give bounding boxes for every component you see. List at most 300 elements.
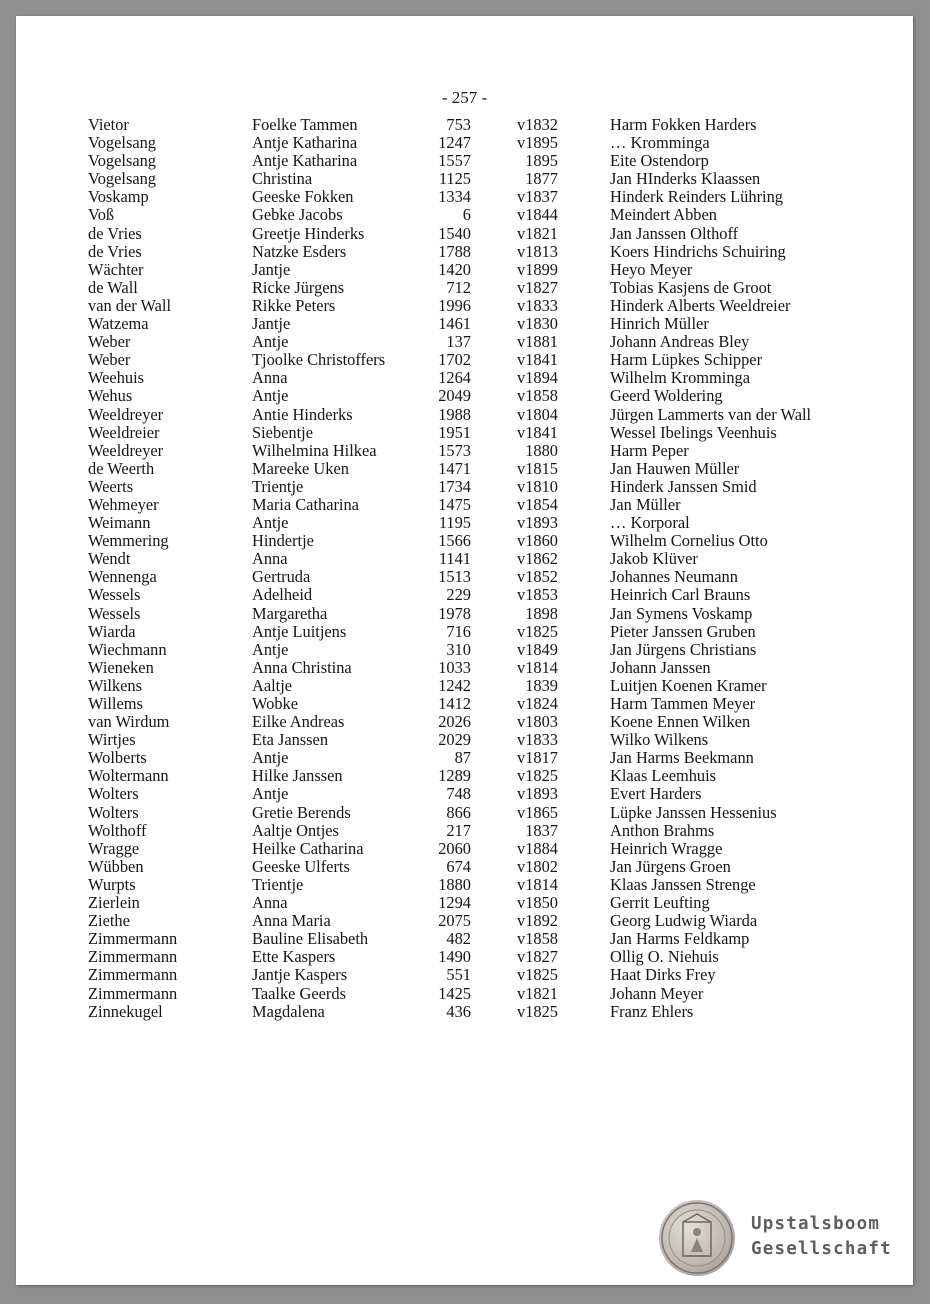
- given-name-cell: Jantje: [252, 314, 291, 334]
- given-name-cell: Wilhelmina Hilkea: [252, 440, 377, 460]
- table-row: [16, 315, 913, 333]
- record-number-cell: 1033: [438, 657, 471, 677]
- given-name-cell: Anna: [252, 368, 288, 388]
- surname-cell: Wübben: [88, 856, 144, 876]
- surname-cell: Weimann: [88, 513, 151, 533]
- year-cell: v1824: [517, 694, 558, 713]
- spouse-cell: Anthon Brahms: [610, 820, 715, 840]
- surname-cell: Zimmermann: [88, 983, 178, 1003]
- surname-cell: Weeldreier: [88, 422, 160, 442]
- table-row: [16, 188, 913, 206]
- record-number-cell: 1996: [438, 295, 471, 315]
- surname-cell: Ziethe: [88, 911, 130, 931]
- spouse-cell: Koene Ennen Wilken: [610, 712, 751, 732]
- year-cell: v1860: [517, 531, 558, 551]
- year-cell: v1854: [517, 494, 558, 514]
- year-cell: v1821: [517, 983, 558, 1003]
- year-cell: v1858: [517, 386, 558, 406]
- record-number-cell: 87: [454, 748, 471, 768]
- surname-cell: Weeldreyer: [88, 404, 164, 424]
- spouse-cell: Wilko Wilkens: [610, 730, 709, 750]
- year-cell: v1899: [517, 259, 558, 279]
- given-name-cell: Margaretha: [252, 603, 328, 623]
- year-cell: v1852: [517, 567, 558, 587]
- spouse-cell: Hinderk Janssen Smid: [610, 476, 757, 496]
- surname-cell: Wessels: [88, 585, 141, 605]
- given-name-cell: Antje Katharina: [252, 133, 358, 153]
- year-cell: v1850: [517, 893, 558, 913]
- year-cell: v1814: [517, 657, 558, 677]
- surname-cell: Wiechmann: [88, 639, 167, 659]
- spouse-cell: Lüpke Janssen Hessenius: [610, 802, 777, 822]
- spouse-cell: Jan Harms Beekmann: [610, 748, 754, 768]
- table-row: [16, 876, 913, 894]
- spouse-cell: Harm Lüpkes Schipper: [610, 350, 763, 370]
- surname-cell: Weehuis: [88, 368, 145, 388]
- given-name-cell: Adelheid: [252, 585, 313, 605]
- given-name-cell: Natzke Esders: [252, 241, 347, 261]
- given-name-cell: Mareeke Uken: [252, 458, 349, 478]
- year-cell: v1853: [517, 585, 558, 605]
- spouse-cell: Klaas Janssen Strenge: [610, 874, 756, 894]
- spouse-cell: Johannes Neumann: [610, 567, 738, 587]
- record-number-cell: 1951: [438, 422, 471, 442]
- year-cell: v1814: [517, 874, 558, 894]
- year-cell: v1825: [517, 1001, 558, 1021]
- table-row: [16, 243, 913, 261]
- table-row: [16, 966, 913, 984]
- table-row: [16, 623, 913, 641]
- spouse-cell: … Kromminga: [610, 133, 710, 153]
- surname-cell: Weber: [88, 332, 131, 352]
- record-number-cell: 1513: [438, 567, 471, 587]
- given-name-cell: Aaltje Ontjes: [252, 820, 339, 840]
- table-row: [16, 695, 913, 713]
- record-number-cell: 1425: [438, 983, 471, 1003]
- year-cell: v1802: [517, 856, 558, 876]
- spouse-cell: Jan Müller: [610, 494, 681, 514]
- record-number-cell: 1195: [438, 513, 471, 533]
- surname-cell: Voskamp: [88, 187, 149, 207]
- surname-cell: Weeldreyer: [88, 440, 164, 460]
- record-number-cell: 1475: [438, 494, 471, 514]
- surname-cell: de Wall: [88, 277, 138, 297]
- year-cell: 1898: [525, 603, 558, 623]
- spouse-cell: Koers Hindrichs Schuiring: [610, 241, 786, 261]
- table-row: [16, 369, 913, 387]
- record-number-cell: 2075: [438, 911, 471, 931]
- record-number-cell: 1988: [438, 404, 471, 424]
- surname-cell: Weber: [88, 350, 131, 370]
- table-row: [16, 912, 913, 930]
- record-number-cell: 436: [446, 1001, 471, 1021]
- spouse-cell: Jan HInderks Klaassen: [610, 169, 761, 189]
- surname-cell: Watzema: [88, 314, 149, 334]
- surname-cell: Wragge: [88, 838, 140, 858]
- spouse-cell: … Korporal: [610, 513, 690, 533]
- surname-cell: Wolberts: [88, 748, 147, 768]
- surname-cell: Zimmermann: [88, 965, 178, 985]
- record-number-cell: 6: [462, 205, 471, 225]
- surname-cell: Wehmeyer: [88, 494, 159, 514]
- record-number-cell: 1461: [438, 314, 471, 334]
- spouse-cell: Johann Andreas Bley: [610, 332, 750, 352]
- surname-cell: Wehus: [88, 386, 133, 406]
- table-row: [16, 804, 913, 822]
- year-cell: v1865: [517, 802, 558, 822]
- table-row: [16, 822, 913, 840]
- table-row: [16, 894, 913, 912]
- table-row: [16, 713, 913, 731]
- record-number-cell: 1734: [438, 476, 471, 496]
- society-logo: [659, 1200, 919, 1280]
- spouse-cell: Jan Symens Voskamp: [610, 603, 753, 623]
- record-number-cell: 2060: [438, 838, 471, 858]
- record-number-cell: 748: [446, 784, 471, 804]
- spouse-cell: Georg Ludwig Wiarda: [610, 911, 758, 931]
- spouse-cell: Harm Fokken Harders: [610, 115, 757, 134]
- table-row: [16, 170, 913, 188]
- year-cell: v1892: [517, 911, 558, 931]
- record-number-cell: 1334: [438, 187, 471, 207]
- given-name-cell: Hilke Janssen: [252, 766, 343, 786]
- spouse-cell: Luitjen Koenen Kramer: [610, 675, 767, 695]
- spouse-cell: Haat Dirks Frey: [610, 965, 716, 985]
- surname-cell: Zinnekugel: [88, 1001, 163, 1021]
- table-row: [16, 406, 913, 424]
- spouse-cell: Jan Hauwen Müller: [610, 458, 740, 478]
- given-name-cell: Trientje: [252, 874, 304, 894]
- table-row: [16, 677, 913, 695]
- given-name-cell: Geeske Fokken: [252, 187, 354, 207]
- spouse-cell: Tobias Kasjens de Groot: [610, 277, 772, 297]
- surname-cell: Wächter: [88, 259, 144, 279]
- year-cell: v1893: [517, 784, 558, 804]
- year-cell: v1827: [517, 947, 558, 967]
- spouse-cell: Wilhelm Cornelius Otto: [610, 531, 768, 551]
- table-row: [16, 749, 913, 767]
- given-name-cell: Christina: [252, 169, 313, 189]
- given-name-cell: Anna: [252, 549, 288, 569]
- given-name-cell: Gertruda: [252, 567, 311, 587]
- year-cell: v1833: [517, 295, 558, 315]
- table-row: [16, 261, 913, 279]
- page-number: - 257 -: [441, 88, 488, 107]
- spouse-cell: Klaas Leemhuis: [610, 766, 717, 786]
- year-cell: v1858: [517, 929, 558, 949]
- table-row: [16, 985, 913, 1003]
- record-number-cell: 1702: [438, 350, 471, 370]
- year-cell: v1841: [517, 422, 558, 442]
- record-number-cell: 1566: [438, 531, 471, 551]
- given-name-cell: Antje: [252, 748, 289, 768]
- table-row: [16, 514, 913, 532]
- table-row: [16, 532, 913, 550]
- record-number-cell: 1880: [438, 874, 471, 894]
- spouse-cell: Jan Jürgens Christians: [610, 639, 757, 659]
- surname-cell: van der Wall: [88, 295, 172, 315]
- given-name-cell: Wobke: [252, 694, 299, 713]
- surname-cell: de Vries: [88, 223, 142, 243]
- spouse-cell: Harm Tammen Meyer: [610, 694, 756, 713]
- spouse-cell: Meindert Abben: [610, 205, 717, 225]
- year-cell: 1839: [525, 675, 558, 695]
- spouse-cell: Jan Harms Feldkamp: [610, 929, 750, 949]
- given-name-cell: Anna Christina: [252, 657, 352, 677]
- given-name-cell: Tjoolke Christoffers: [252, 350, 386, 370]
- year-cell: v1821: [517, 223, 558, 243]
- spouse-cell: Wilhelm Kromminga: [610, 368, 751, 388]
- given-name-cell: Rikke Peters: [252, 295, 336, 315]
- surname-cell: Zimmermann: [88, 947, 178, 967]
- record-number-cell: 2026: [438, 712, 471, 732]
- year-cell: 1880: [525, 440, 558, 460]
- document-page: [16, 16, 913, 1285]
- given-name-cell: Siebentje: [252, 422, 313, 442]
- given-name-cell: Jantje Kaspers: [252, 965, 348, 985]
- record-number-cell: 1125: [438, 169, 471, 189]
- record-number-cell: 1412: [438, 694, 471, 713]
- surname-cell: Wieneken: [88, 657, 154, 677]
- year-cell: v1895: [517, 133, 558, 153]
- year-cell: 1837: [525, 820, 558, 840]
- record-number-cell: 1420: [438, 259, 471, 279]
- spouse-cell: Jan Janssen Olthoff: [610, 223, 739, 243]
- surname-cell: de Vries: [88, 241, 142, 261]
- spouse-cell: Johann Meyer: [610, 983, 704, 1003]
- table-row: [16, 460, 913, 478]
- given-name-cell: Ette Kaspers: [252, 947, 336, 967]
- given-name-cell: Antje: [252, 639, 289, 659]
- year-cell: v1832: [517, 115, 558, 134]
- year-cell: v1825: [517, 621, 558, 641]
- year-cell: v1810: [517, 476, 558, 496]
- given-name-cell: Bauline Elisabeth: [252, 929, 369, 949]
- surname-cell: Weerts: [88, 476, 134, 496]
- spouse-cell: Evert Harders: [610, 784, 702, 804]
- surname-cell: Wiarda: [88, 621, 136, 641]
- given-name-cell: Gretie Berends: [252, 802, 351, 822]
- logo-line-1: Upstalsboom: [751, 1214, 881, 1234]
- given-name-cell: Antje Luitjens: [252, 621, 347, 641]
- given-name-cell: Antje Katharina: [252, 151, 358, 171]
- year-cell: v1849: [517, 639, 558, 659]
- year-cell: v1862: [517, 549, 558, 569]
- table-row: [16, 948, 913, 966]
- logo-line-2: Gesellschaft: [751, 1239, 892, 1259]
- year-cell: v1817: [517, 748, 558, 768]
- table-row: [16, 297, 913, 315]
- record-number-cell: 1540: [438, 223, 471, 243]
- spouse-cell: Jürgen Lammerts van der Wall: [610, 404, 812, 424]
- table-row: [16, 785, 913, 803]
- year-cell: v1825: [517, 766, 558, 786]
- year-cell: 1895: [525, 151, 558, 171]
- surname-cell: Wolters: [88, 802, 139, 822]
- surname-cell: Wessels: [88, 603, 141, 623]
- spouse-cell: Franz Ehlers: [610, 1001, 694, 1021]
- table-row: [16, 206, 913, 224]
- spouse-cell: Pieter Janssen Gruben: [610, 621, 756, 641]
- given-name-cell: Eilke Andreas: [252, 712, 345, 732]
- table-row: [16, 496, 913, 514]
- surname-cell: van Wirdum: [88, 712, 170, 732]
- given-name-cell: Hindertje: [252, 531, 314, 551]
- record-number-cell: 2029: [438, 730, 471, 750]
- record-number-cell: 1573: [438, 440, 471, 460]
- table-row: [16, 568, 913, 586]
- given-name-cell: Taalke Geerds: [252, 983, 346, 1003]
- surname-cell: Willems: [88, 694, 143, 713]
- year-cell: v1825: [517, 965, 558, 985]
- surname-cell: Wurpts: [88, 874, 136, 894]
- spouse-cell: Ollig O. Niehuis: [610, 947, 719, 967]
- given-name-cell: Magdalena: [252, 1001, 325, 1021]
- given-name-cell: Antje: [252, 386, 289, 406]
- table-row: [16, 134, 913, 152]
- table-row: [16, 152, 913, 170]
- table-row: [16, 930, 913, 948]
- record-number-cell: 753: [446, 115, 471, 134]
- year-cell: v1837: [517, 187, 558, 207]
- surname-cell: Zimmermann: [88, 929, 178, 949]
- year-cell: v1815: [517, 458, 558, 478]
- table-row: [16, 442, 913, 460]
- spouse-cell: Johann Janssen: [610, 657, 711, 677]
- table-row: [16, 225, 913, 243]
- given-name-cell: Aaltje: [252, 675, 293, 695]
- given-name-cell: Jantje: [252, 259, 291, 279]
- record-number-cell: 482: [446, 929, 471, 949]
- surname-cell: Vogelsang: [88, 133, 156, 153]
- record-number-cell: 310: [446, 639, 471, 659]
- record-number-cell: 1141: [438, 549, 471, 569]
- given-name-cell: Anna Maria: [252, 911, 331, 931]
- record-number-cell: 1490: [438, 947, 471, 967]
- table-row: [16, 767, 913, 785]
- record-number-cell: 2049: [438, 386, 471, 406]
- record-number-cell: 1289: [438, 766, 471, 786]
- record-number-cell: 712: [446, 277, 471, 297]
- given-name-cell: Ricke Jürgens: [252, 277, 345, 297]
- given-name-cell: Maria Catharina: [252, 494, 359, 514]
- surname-cell: Wendt: [88, 549, 131, 569]
- year-cell: 1877: [525, 169, 558, 189]
- record-number-cell: 229: [446, 585, 471, 605]
- given-name-cell: Trientje: [252, 476, 304, 496]
- table-row: [16, 387, 913, 405]
- table-row: [16, 586, 913, 604]
- year-cell: v1844: [517, 205, 558, 225]
- record-number-cell: 137: [446, 332, 471, 352]
- given-name-cell: Greetje Hinderks: [252, 223, 365, 243]
- year-cell: v1830: [517, 314, 558, 334]
- spouse-cell: Heyo Meyer: [610, 259, 693, 279]
- given-name-cell: Antje: [252, 784, 289, 804]
- record-number-cell: 217: [446, 820, 471, 840]
- table-row: [16, 116, 913, 134]
- year-cell: v1881: [517, 332, 558, 352]
- surname-cell: Vietor: [88, 115, 129, 134]
- record-number-cell: 716: [446, 621, 471, 641]
- surname-cell: Voß: [88, 205, 115, 225]
- table-row: [16, 659, 913, 677]
- table-row: [16, 351, 913, 369]
- surname-cell: Vogelsang: [88, 169, 156, 189]
- given-name-cell: Heilke Catharina: [252, 838, 364, 858]
- year-cell: v1804: [517, 404, 558, 424]
- spouse-cell: Jakob Klüver: [610, 549, 698, 569]
- given-name-cell: Foelke Tammen: [252, 115, 358, 134]
- record-number-cell: 1978: [438, 603, 471, 623]
- spouse-cell: Heinrich Wragge: [610, 838, 723, 858]
- given-name-cell: Antie Hinderks: [252, 404, 353, 424]
- surname-cell: de Weerth: [88, 458, 155, 478]
- record-number-cell: 866: [446, 802, 471, 822]
- year-cell: v1813: [517, 241, 558, 261]
- table-row: [16, 279, 913, 297]
- table-row: [16, 605, 913, 623]
- record-number-cell: 1242: [438, 675, 471, 695]
- record-number-cell: 1294: [438, 893, 471, 913]
- year-cell: v1833: [517, 730, 558, 750]
- surname-cell: Wemmering: [88, 531, 169, 551]
- given-name-cell: Antje: [252, 332, 289, 352]
- table-row: [16, 478, 913, 496]
- spouse-cell: Hinrich Müller: [610, 314, 709, 334]
- spouse-cell: Hinderk Alberts Weeldreier: [610, 295, 791, 315]
- year-cell: v1884: [517, 838, 558, 858]
- record-number-cell: 551: [446, 965, 471, 985]
- record-number-cell: 1471: [438, 458, 471, 478]
- spouse-cell: Hinderk Reinders Lühring: [610, 187, 783, 207]
- table-row: [16, 858, 913, 876]
- record-number-cell: 1247: [438, 133, 471, 153]
- spouse-cell: Heinrich Carl Brauns: [610, 585, 751, 605]
- given-name-cell: Gebke Jacobs: [252, 205, 343, 225]
- surname-cell: Zierlein: [88, 893, 140, 913]
- surname-cell: Wennenga: [88, 567, 157, 587]
- record-number-cell: 1264: [438, 368, 471, 388]
- given-name-cell: Eta Janssen: [252, 730, 329, 750]
- record-number-cell: 674: [446, 856, 471, 876]
- table-row: [16, 731, 913, 749]
- table-row: [16, 641, 913, 659]
- year-cell: v1803: [517, 712, 558, 732]
- surname-cell: Wolters: [88, 784, 139, 804]
- table-row: [16, 424, 913, 442]
- surname-cell: Vogelsang: [88, 151, 156, 171]
- spouse-cell: Geerd Woldering: [610, 386, 723, 406]
- spouse-cell: Jan Jürgens Groen: [610, 856, 731, 876]
- year-cell: v1893: [517, 513, 558, 533]
- record-number-cell: 1788: [438, 241, 471, 261]
- spouse-cell: Gerrit Leufting: [610, 893, 710, 913]
- table-row: [16, 333, 913, 351]
- table-row: [16, 1003, 913, 1021]
- spouse-cell: Wessel Ibelings Veenhuis: [610, 422, 777, 442]
- surname-cell: Wolthoff: [88, 820, 147, 840]
- surname-cell: Wilkens: [88, 675, 142, 695]
- given-name-cell: Anna: [252, 893, 288, 913]
- spouse-cell: Harm Peper: [610, 440, 689, 460]
- surname-cell: Wirtjes: [88, 730, 136, 750]
- year-cell: v1827: [517, 277, 558, 297]
- surname-cell: Woltermann: [88, 766, 169, 786]
- year-cell: v1841: [517, 350, 558, 370]
- given-name-cell: Antje: [252, 513, 289, 533]
- seal-icon: [659, 1200, 735, 1276]
